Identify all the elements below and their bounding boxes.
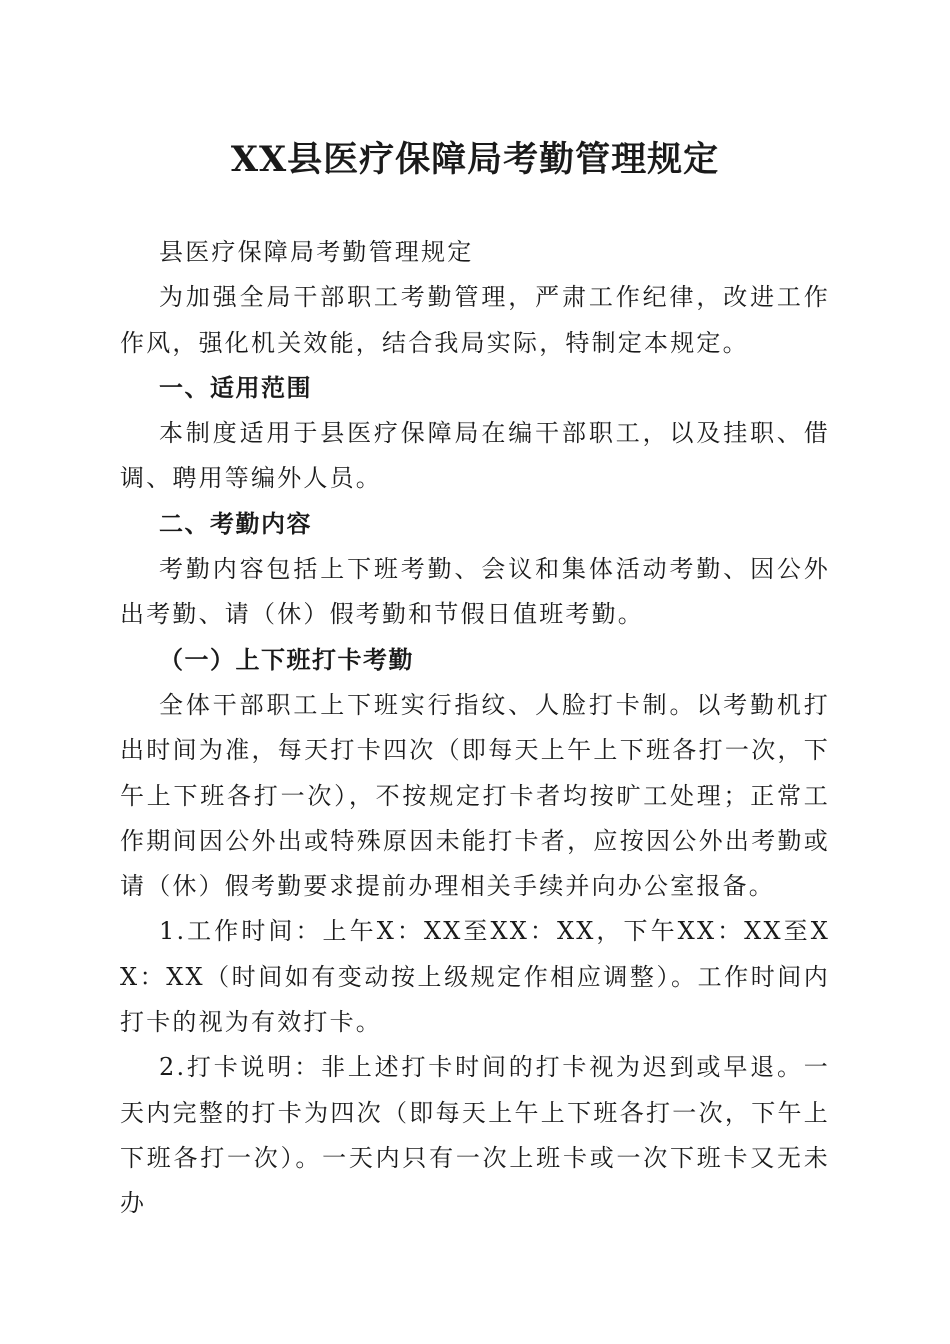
document-body xyxy=(120,230,830,1227)
section-heading-scope: 一、适用范围 xyxy=(159,373,312,402)
paragraph-content: 考勤内容包括上下班考勤、会议和集体活动考勤、因公外出考勤、请（休）假考勤和节假日值班考勤。 xyxy=(120,555,830,629)
paragraph-intro-title: 县医疗保障局考勤管理规定 xyxy=(159,238,474,266)
paragraph-scope: 本制度适用于县医疗保障局在编干部职工，以及挂职、借调、聘用等编外人员。 xyxy=(120,419,830,493)
paragraph-purpose: 为加强全局干部职工考勤管理，严肃工作纪律，改进工作作风，强化机关效能，结合我局实际，特制定本规定。 xyxy=(120,283,830,357)
document-title: XX县医疗保障局考勤管理规定 xyxy=(230,139,720,180)
section-heading-content: 二、考勤内容 xyxy=(159,509,312,538)
paragraph-clock-in: 全体干部职工上下班实行指纹、人脸打卡制。以考勤机打出时间为准，每天打卡四次（即每天上午上下班各打一次，下午上下班各打一次），不按规定打卡者均按旷工处理；正常工作期间因公外出或特殊原因未能打卡者，应按因公外出考勤或请（休）假考勤要求提前办理相关手续并向办公室报备。 xyxy=(120,690,830,901)
paragraph-clock-notes: 2.打卡说明：非上述打卡时间的打卡视为迟到或早退。一天内完整的打卡为四次（即每天上午上下班各打一次，下午上下班各打一次）。一天内只有一次上班卡或一次下班卡又无未办 xyxy=(120,1053,830,1218)
subsection-heading-clock-in: （一）上下班打卡考勤 xyxy=(159,645,414,674)
paragraph-work-hours: 1.工作时间：上午X：XX至XX：XX，下午XX：XX至XX：XX（时间如有变动按上级规定作相应调整）。工作时间内打卡的视为有效打卡。 xyxy=(120,917,830,1037)
